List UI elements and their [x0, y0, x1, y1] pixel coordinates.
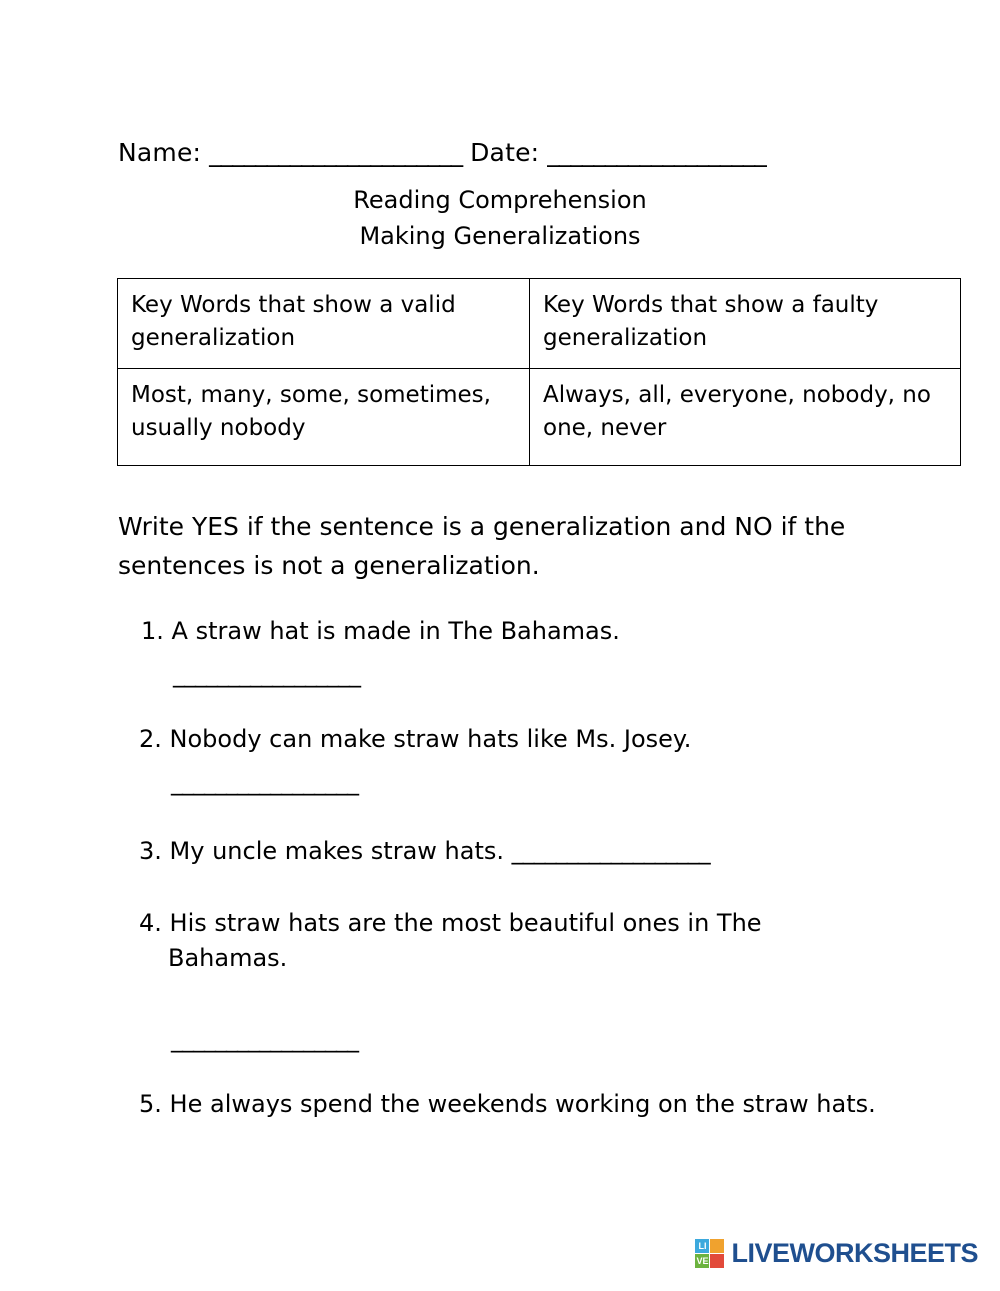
- title-line-1: Reading Comprehension: [353, 186, 647, 214]
- table-cell-valid-words: Most, many, some, sometimes, usually nobody: [118, 368, 530, 465]
- instructions-text: Write YES if the sentence is a generalization and NO if the sentences is not a generalization.: [118, 512, 846, 580]
- question-2-number: 2.: [139, 725, 162, 753]
- question-4-answer-blank[interactable]: _________________: [171, 1024, 358, 1053]
- liveworksheets-logo-text: LIVEWORKSHEETS: [731, 1238, 978, 1268]
- liveworksheets-logo-icon: [695, 1239, 724, 1268]
- date-label: Date:: [470, 138, 540, 167]
- logo-cell-li: LI: [695, 1239, 709, 1253]
- question-1-answer-blank[interactable]: _________________: [173, 659, 360, 688]
- table-header-row: [118, 279, 961, 369]
- question-3-number: 3.: [139, 837, 162, 865]
- table-header-valid: Key Words that show a valid generalization: [118, 279, 530, 369]
- question-2-answer-blank[interactable]: _________________: [171, 767, 358, 796]
- question-1-number: 1.: [141, 617, 164, 645]
- question-4-text-line-1: His straw hats are the most beautiful ones in The: [169, 909, 762, 937]
- table-row: [118, 368, 961, 465]
- logo-cell-i: [710, 1239, 724, 1253]
- question-2-text: Nobody can make straw hats like Ms. Josey.: [169, 725, 692, 753]
- logo-cell-ve: VE: [696, 1256, 709, 1266]
- page-title: [0, 182, 1000, 254]
- logo-cell-e: [710, 1254, 724, 1268]
- name-date-row: [118, 138, 888, 168]
- question-4-text-line-2: Bahamas.: [168, 943, 288, 972]
- name-blank[interactable]: ______________________: [209, 138, 463, 167]
- list-item: [139, 834, 710, 869]
- question-3-answer-blank[interactable]: __________________: [511, 837, 710, 865]
- name-label: Name:: [118, 138, 202, 167]
- question-3-text: My uncle makes straw hats.: [169, 837, 504, 865]
- table-cell-faulty-words: Always, all, everyone, nobody, no one, never: [530, 368, 961, 465]
- table-header-faulty: Key Words that show a faulty generalization: [530, 279, 961, 369]
- question-1-text: A straw hat is made in The Bahamas.: [171, 617, 620, 645]
- question-5-text: He always spend the weekends working on the straw hats.: [169, 1090, 876, 1118]
- date-blank[interactable]: ___________________: [547, 138, 766, 167]
- liveworksheets-logo[interactable]: [695, 1238, 978, 1269]
- list-item: [139, 1087, 876, 1122]
- key-words-table: [117, 278, 961, 466]
- list-item: [139, 906, 839, 1056]
- list-item: [139, 722, 691, 800]
- title-line-2: Making Generalizations: [359, 222, 641, 250]
- list-item: [141, 614, 620, 692]
- question-4-number: 4.: [139, 909, 162, 937]
- question-5-number: 5.: [139, 1090, 162, 1118]
